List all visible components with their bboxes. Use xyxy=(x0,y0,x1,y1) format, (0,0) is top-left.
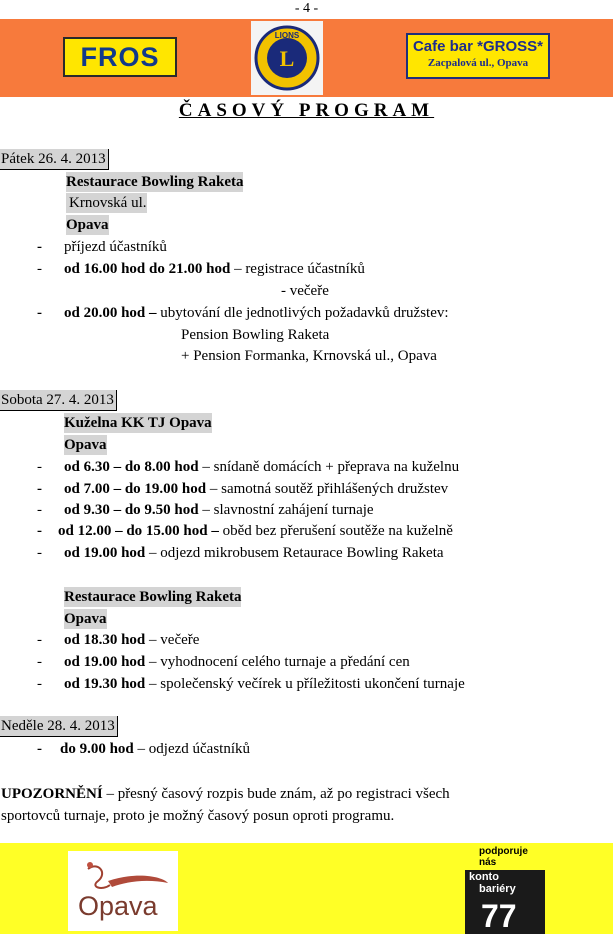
bullet: - xyxy=(37,654,42,670)
bullet: - xyxy=(37,676,42,692)
gross-logo: Cafe bar *GROSS* Zacpalová ul., Opava xyxy=(406,33,550,79)
city-friday: Opava xyxy=(66,217,109,233)
venue-saturday-1: Kuželna KK TJ Opava xyxy=(64,415,212,431)
bullet: - xyxy=(37,481,42,497)
venue-friday: Restaurace Bowling Raketa xyxy=(66,174,244,190)
opava-logo: Opava xyxy=(68,851,178,931)
bullet: - xyxy=(37,239,42,255)
bullet: - xyxy=(37,261,42,277)
day-heading-saturday: Sobota 27. 4. 2013 xyxy=(0,390,117,411)
footer-band xyxy=(0,843,613,934)
saturday-item-2: od 7.00 – do 19.00 hod – samotná soutěž přihlášených družstev xyxy=(64,481,449,497)
day-heading-sunday: Neděle 28. 4. 2013 xyxy=(0,716,118,737)
sunday-item-1: do 9.00 hod – odjezd účastníků xyxy=(60,741,251,757)
page-title: ČASOVÝ PROGRAM xyxy=(178,100,435,121)
bullet: - xyxy=(37,459,42,475)
bullet: - xyxy=(37,545,42,561)
lions-logo xyxy=(251,21,323,95)
saturday-evening-item-2: od 19.00 hod – vyhodnocení celého turnaje a předání cen xyxy=(64,654,410,670)
day-heading-friday: Pátek 26. 4. 2013 xyxy=(0,149,109,170)
page-number: - 4 - xyxy=(294,1,319,16)
saturday-item-4: od 12.00 – do 15.00 hod – oběd bez přerušení soutěže na kuželně xyxy=(58,523,453,539)
svg-text:L: L xyxy=(279,46,295,71)
friday-item-3-line3: + Pension Formanka, Krnovská ul., Opava xyxy=(181,348,437,364)
bullet: - xyxy=(37,632,42,648)
notice-line-1: UPOZORNĚNÍ – přesný časový rozpis bude znám, až po registraci všech xyxy=(1,786,450,802)
saturday-item-5: od 19.00 hod – odjezd mikrobusem Retaurace Bowling Raketa xyxy=(64,545,444,561)
bullet: - xyxy=(37,305,42,321)
friday-item-3: od 20.00 hod – ubytování dle jednotlivých požadavků družstev: xyxy=(64,305,449,321)
friday-item-2-cont: - večeře xyxy=(281,283,329,299)
friday-item-1: příjezd účastníků xyxy=(64,239,167,255)
saturday-item-1: od 6.30 – do 8.00 hod – snídaně domácích + přeprava na kuželnu xyxy=(64,459,460,475)
bullet: - xyxy=(37,523,42,539)
bullet: - xyxy=(37,502,42,518)
city-saturday-2: Opava xyxy=(64,611,107,627)
friday-item-2: od 16.00 hod do 21.00 hod – registrace účastníků xyxy=(64,261,365,277)
venue-saturday-2: Restaurace Bowling Raketa xyxy=(64,589,242,605)
saturday-evening-item-1: od 18.30 hod – večeře xyxy=(64,632,200,648)
notice-line-2: sportovců turnaje, proto je možný časový posun oproti programu. xyxy=(1,808,395,824)
svg-text:LIONS: LIONS xyxy=(274,31,300,40)
header-band xyxy=(0,19,613,97)
city-saturday-1: Opava xyxy=(64,437,107,453)
street-friday: Krnovská ul. xyxy=(66,193,147,213)
friday-item-3-line2: Pension Bowling Raketa xyxy=(181,327,330,343)
fros-logo: FROS xyxy=(63,37,177,77)
konto-bariery-logo: podporuje nás konto bariéry 77 xyxy=(465,846,545,934)
saturday-evening-item-3: od 19.30 hod – společenský večírek u příležitosti ukončení turnaje xyxy=(64,676,465,692)
bullet: - xyxy=(37,741,42,757)
saturday-item-3: od 9.30 – do 9.50 hod – slavnostní zahájení turnaje xyxy=(64,502,374,518)
